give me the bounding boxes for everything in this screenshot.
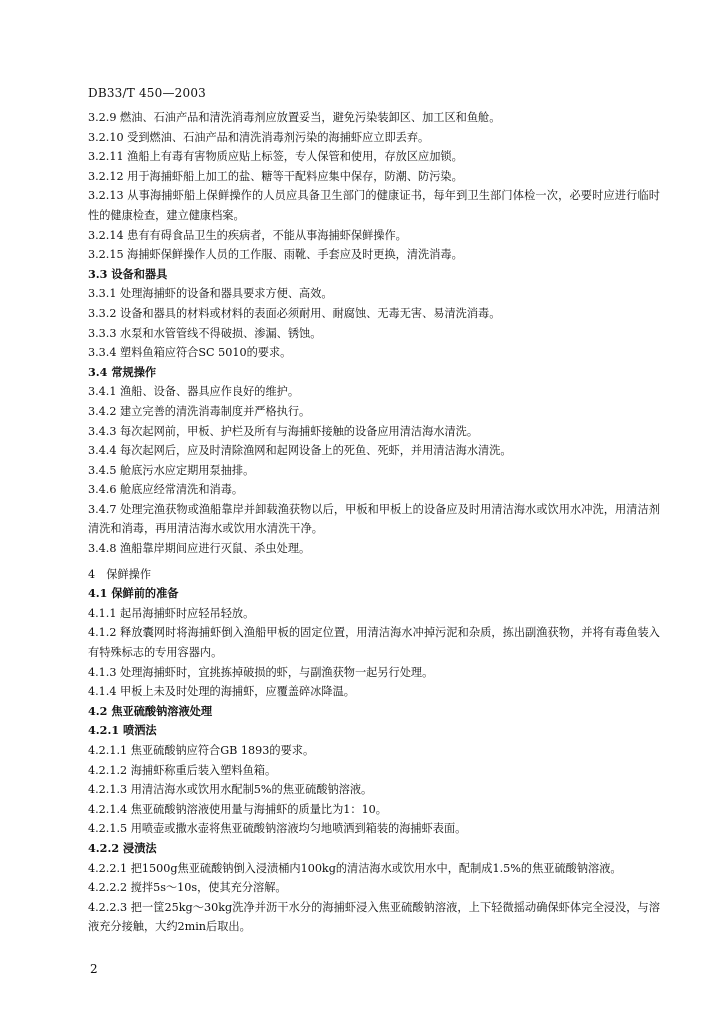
- clause-paragraph: 3.4.4 每次起网后，应及时清除渔网和起网设备上的死鱼、死虾，并用清洁海水清洗。: [88, 444, 512, 458]
- standard-code-header: DB33/T 450—2003: [88, 86, 207, 100]
- clause-paragraph: 3.3.1 处理海捕虾的设备和器具要求方便、高效。: [88, 287, 333, 301]
- clause-paragraph: 3.4.7 处理完渔获物或渔船靠岸并卸载渔获物以后，甲板和甲板上的设备应及时用清洁海水或饮用水冲洗，用清洁剂清洗和消毒，再用清洁海水或饮用水清洗干净。: [88, 502, 660, 536]
- clause-paragraph: 3.2.12 用于海捕虾船上加工的盐、糖等干配料应集中保存，防潮、防污染。: [88, 169, 463, 183]
- clause-paragraph: 3.4.8 渔船靠岸期间应进行灭鼠、杀虫处理。: [88, 542, 311, 556]
- clause-paragraph: 4.1.3 处理海捕虾时，宜挑拣掉破损的虾，与副渔获物一起另行处理。: [88, 665, 434, 679]
- clause-paragraph: 4.2.1.1 焦亚硫酸钠应符合GB 1893的要求。: [88, 744, 315, 757]
- clause-paragraph: 3.3.3 水泵和水管管线不得破损、渗漏、锈蚀。: [88, 326, 322, 340]
- section-heading: 4.2.2 浸渍法: [88, 840, 157, 855]
- clause-paragraph: 4.1.4 甲板上未及时处理的海捕虾，应覆盖碎冰降温。: [88, 685, 355, 699]
- clause-paragraph: 3.3.4 塑料鱼箱应符合SC 5010的要求。: [88, 346, 292, 360]
- section-heading: 3.4 常规操作: [88, 364, 157, 379]
- section-heading: 4.2 焦亚硫酸钠溶液处理: [88, 703, 213, 718]
- section-heading: 4.1 保鲜前的准备: [88, 586, 179, 601]
- document-body: [88, 108, 660, 937]
- clause-paragraph: 4.1.1 起吊海捕虾时应轻吊轻放。: [88, 606, 255, 620]
- clause-paragraph: 4.2.1.3 用清洁海水或饮用水配制5%的焦亚硫酸钠溶液。: [88, 783, 373, 797]
- clause-paragraph: 4.2.2.3 把一筐25kg～30kg洗净并沥干水分的海捕虾浸入焦亚硫酸钠溶液，上下轻微摇动确保虾体完全浸没，与溶液充分接触，大约2min后取出。: [88, 900, 660, 934]
- clause-paragraph: 3.4.6 舱底应经常清洗和消毒。: [88, 483, 244, 497]
- clause-paragraph: 3.3.2 设备和器具的材料或材料的表面必须耐用、耐腐蚀、无毒无害、易清洗消毒。: [88, 306, 501, 320]
- clause-paragraph: 3.4.2 建立完善的清洗消毒制度并严格执行。: [88, 404, 311, 418]
- section-heading: 3.3 设备和器具: [88, 266, 168, 281]
- clause-paragraph: 3.4.1 渔船、设备、器具应作良好的维护。: [88, 385, 300, 399]
- clause-paragraph: 3.2.15 海捕虾保鲜操作人员的工作服、雨靴、手套应及时更换，清洗消毒。: [88, 248, 463, 262]
- clause-paragraph: 3.2.14 患有有碍食品卫生的疾病者，不能从事海捕虾保鲜操作。: [88, 228, 407, 242]
- clause-paragraph: 3.4.3 每次起网前，甲板、护栏及所有与海捕虾接触的设备应用清洁海水清洗。: [88, 424, 479, 438]
- clause-paragraph: 3.2.10 受到燃油、石油产品和清洗消毒剂污染的海捕虾应立即丢弃。: [88, 130, 430, 144]
- clause-paragraph: 4.2.2.2 搅拌5s～10s，使其充分溶解。: [88, 881, 287, 895]
- clause-paragraph: 4.2.1.5 用喷壶或撒水壶将焦亚硫酸钠溶液均匀地喷洒到箱装的海捕虾表面。: [88, 822, 467, 836]
- clause-paragraph: 3.4.5 舱底污水应定期用泵抽排。: [88, 463, 255, 477]
- clause-paragraph: 4.2.2.1 把1500g焦亚硫酸钠倒入浸渍桶内100kg的清洁海水或饮用水中，配制成1.5%的焦亚硫酸钠溶液。: [88, 861, 622, 875]
- page-number: 2: [90, 962, 98, 976]
- clause-paragraph: 3.2.9 燃油、石油产品和清洗消毒剂应放置妥当，避免污染装卸区、加工区和鱼舱。: [88, 111, 501, 124]
- section-heading: 4.2.1 喷洒法: [88, 723, 157, 738]
- clause-paragraph: 4.2.1.4 焦亚硫酸钠溶液使用量与海捕虾的质量比为1：10。: [88, 802, 387, 816]
- clause-paragraph: 4.2.1.2 海捕虾称重后装入塑料鱼箱。: [88, 763, 277, 777]
- clause-paragraph: 3.2.11 渔船上有毒有害物质应贴上标签，专人保管和使用，存放区应加锁。: [88, 150, 463, 164]
- clause-paragraph: 4.1.2 释放囊网时将海捕虾倒入渔船甲板的固定位置，用清洁海水冲掉污泥和杂质，拣出副渔获物，并将有毒鱼装入有特殊标志的专用容器内。: [88, 626, 660, 660]
- section-heading: 4 保鲜操作: [88, 567, 152, 581]
- clause-paragraph: 3.2.13 从事海捕虾船上保鲜操作的人员应具备卫生部门的健康证书，每年到卫生部门体检一次，必要时应进行临时性的健康检查，建立健康档案。: [88, 189, 660, 222]
